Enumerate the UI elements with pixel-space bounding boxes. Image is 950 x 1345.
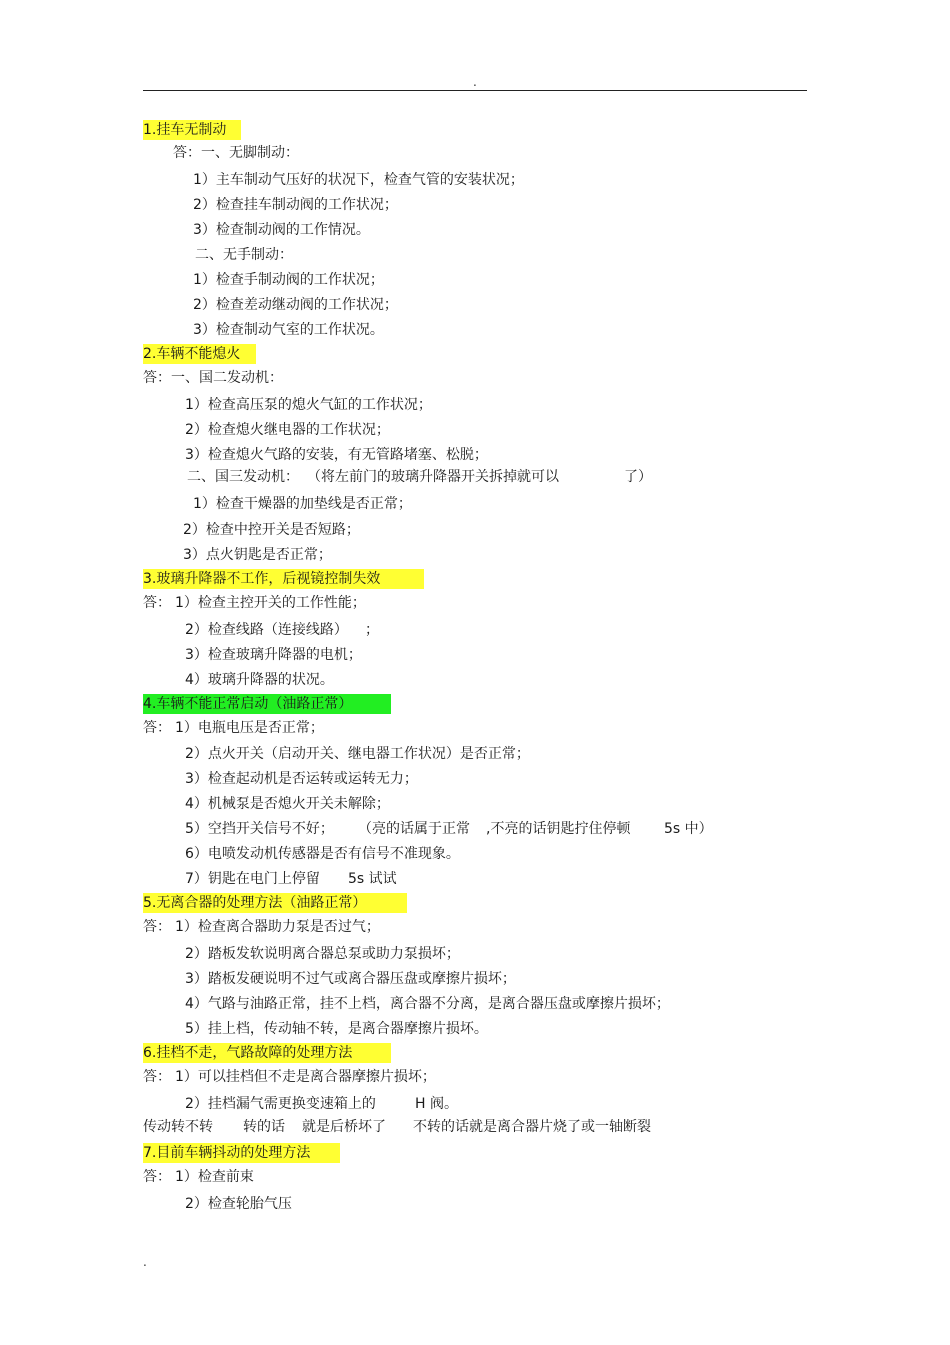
- q2-sub-note-a: （将左前门的玻璃升降器开关拆掉就可以: [307, 469, 559, 485]
- q6-note-b: 转的话: [243, 1119, 285, 1135]
- answer-2: 答：一、国二发动机：: [143, 370, 283, 386]
- answer-4: 答：: [143, 720, 171, 736]
- answer-5: 答：: [143, 919, 171, 935]
- answer-3: 答：: [143, 595, 171, 611]
- q7-item-1: 1）检查前束: [175, 1169, 254, 1185]
- q3-item-1: 1）检查主控开关的工作性能；: [175, 595, 366, 611]
- q4-item-5: 5）空挡开关信号不好；: [185, 821, 334, 837]
- q1-item-1: 1）主车制动气压好的状况下，检查气管的安装状况；: [193, 172, 524, 188]
- answer-6: 答：: [143, 1069, 171, 1085]
- q4-item-2: 2）点火开关（启动开关、继电器工作状况）是否正常；: [185, 746, 530, 762]
- q3-item-4: 4）玻璃升降器的状况。: [185, 672, 334, 688]
- q2-item-2: 2）检查熄火继电器的工作状况；: [185, 422, 390, 438]
- q4-item-5-note-b: ,不亮的话钥匙拧住停顿: [486, 821, 631, 837]
- q2-item2-1: 1）检查干燥器的加垫线是否正常；: [193, 496, 412, 512]
- answer-7: 答：: [143, 1169, 171, 1185]
- q2-item-1: 1）检查高压泵的熄火气缸的工作状况；: [185, 397, 432, 413]
- q4-item-6: 6）电喷发动机传感器是否有信号不准现象。: [185, 846, 460, 862]
- q6-note-d: 不转的话就是离合器片烧了或一轴断裂: [413, 1119, 651, 1135]
- q4-item-7-note: 5s 试试: [348, 871, 397, 887]
- q5-item-4: 4）气路与油路正常，挂不上档，离合器不分离，是离合器压盘或摩擦片损坏；: [185, 996, 670, 1012]
- q4-item-5-note-c: 5s 中）: [664, 821, 713, 837]
- q4-item-3: 3）检查起动机是否运转或运转无力；: [185, 771, 418, 787]
- q4-item-4: 4）机械泵是否熄火开关未解除；: [185, 796, 390, 812]
- q2-sub-note-b: 了）: [624, 469, 652, 485]
- q2-item2-3: 3）点火钥匙是否正常；: [183, 547, 332, 563]
- q5-item-1: 1）检查离合器助力泵是否过气；: [175, 919, 380, 935]
- heading-5: 5.无离合器的处理方法（油路正常）: [143, 893, 407, 913]
- footer-mark: .: [143, 1255, 147, 1269]
- q1-item-2: 2）检查挂车制动阀的工作状况；: [193, 197, 398, 213]
- q3-item-3: 3）检查玻璃升降器的电机；: [185, 647, 362, 663]
- q3-item-2-semicolon: ；: [365, 622, 379, 638]
- q6-item-1: 1）可以挂档但不走是离合器摩擦片损坏；: [175, 1069, 436, 1085]
- q6-item-2: 2）挂档漏气需更换变速箱上的: [185, 1096, 376, 1112]
- q2-item-3: 3）检查熄火气路的安装，有无管路堵塞、松脱；: [185, 447, 488, 463]
- q4-item-1: 1）电瓶电压是否正常；: [175, 720, 324, 736]
- q1-sub: 二、无手制动：: [195, 247, 293, 263]
- q5-item-2: 2）踏板发软说明离合器总泵或助力泵损坏；: [185, 946, 460, 962]
- q3-item-2: 2）检查线路（连接线路）: [185, 622, 348, 638]
- answer-1: 答：一、无脚制动：: [173, 145, 299, 161]
- q5-item-5: 5）挂上档，传动轴不转，是离合器摩擦片损坏。: [185, 1021, 488, 1037]
- q4-item-5-note-a: （亮的话属于正常: [358, 821, 470, 837]
- heading-3: 3.玻璃升降器不工作，后视镜控制失效: [143, 569, 424, 589]
- q6-note-c: 就是后桥坏了: [302, 1119, 386, 1135]
- heading-2: 2.车辆不能熄火: [143, 344, 256, 364]
- heading-1: 1.挂车无制动: [143, 120, 241, 140]
- q4-item-7: 7）钥匙在电门上停留: [185, 871, 320, 887]
- q6-note-a: 传动转不转: [143, 1119, 213, 1135]
- heading-7: 7.目前车辆抖动的处理方法: [143, 1143, 340, 1163]
- q1-item2-1: 1）检查手制动阀的工作状况；: [193, 272, 384, 288]
- q7-item-2: 2）检查轮胎气压: [185, 1196, 292, 1212]
- header-mark: .: [473, 75, 477, 89]
- q2-sub: 二、国三发动机：: [187, 469, 299, 485]
- q2-item2-2: 2）检查中控开关是否短路；: [183, 522, 360, 538]
- heading-6: 6.挂档不走，气路故障的处理方法: [143, 1043, 391, 1063]
- q5-item-3: 3）踏板发硬说明不过气或离合器压盘或摩擦片损坏；: [185, 971, 516, 987]
- q6-item-2-valve: H 阀。: [415, 1096, 458, 1112]
- q1-item2-3: 3）检查制动气室的工作状况。: [193, 322, 384, 338]
- heading-4: 4.车辆不能正常启动（油路正常）: [143, 694, 391, 714]
- q1-item2-2: 2）检查差动继动阀的工作状况；: [193, 297, 398, 313]
- q1-item-3: 3）检查制动阀的工作情况。: [193, 222, 370, 238]
- header-rule: [143, 90, 807, 91]
